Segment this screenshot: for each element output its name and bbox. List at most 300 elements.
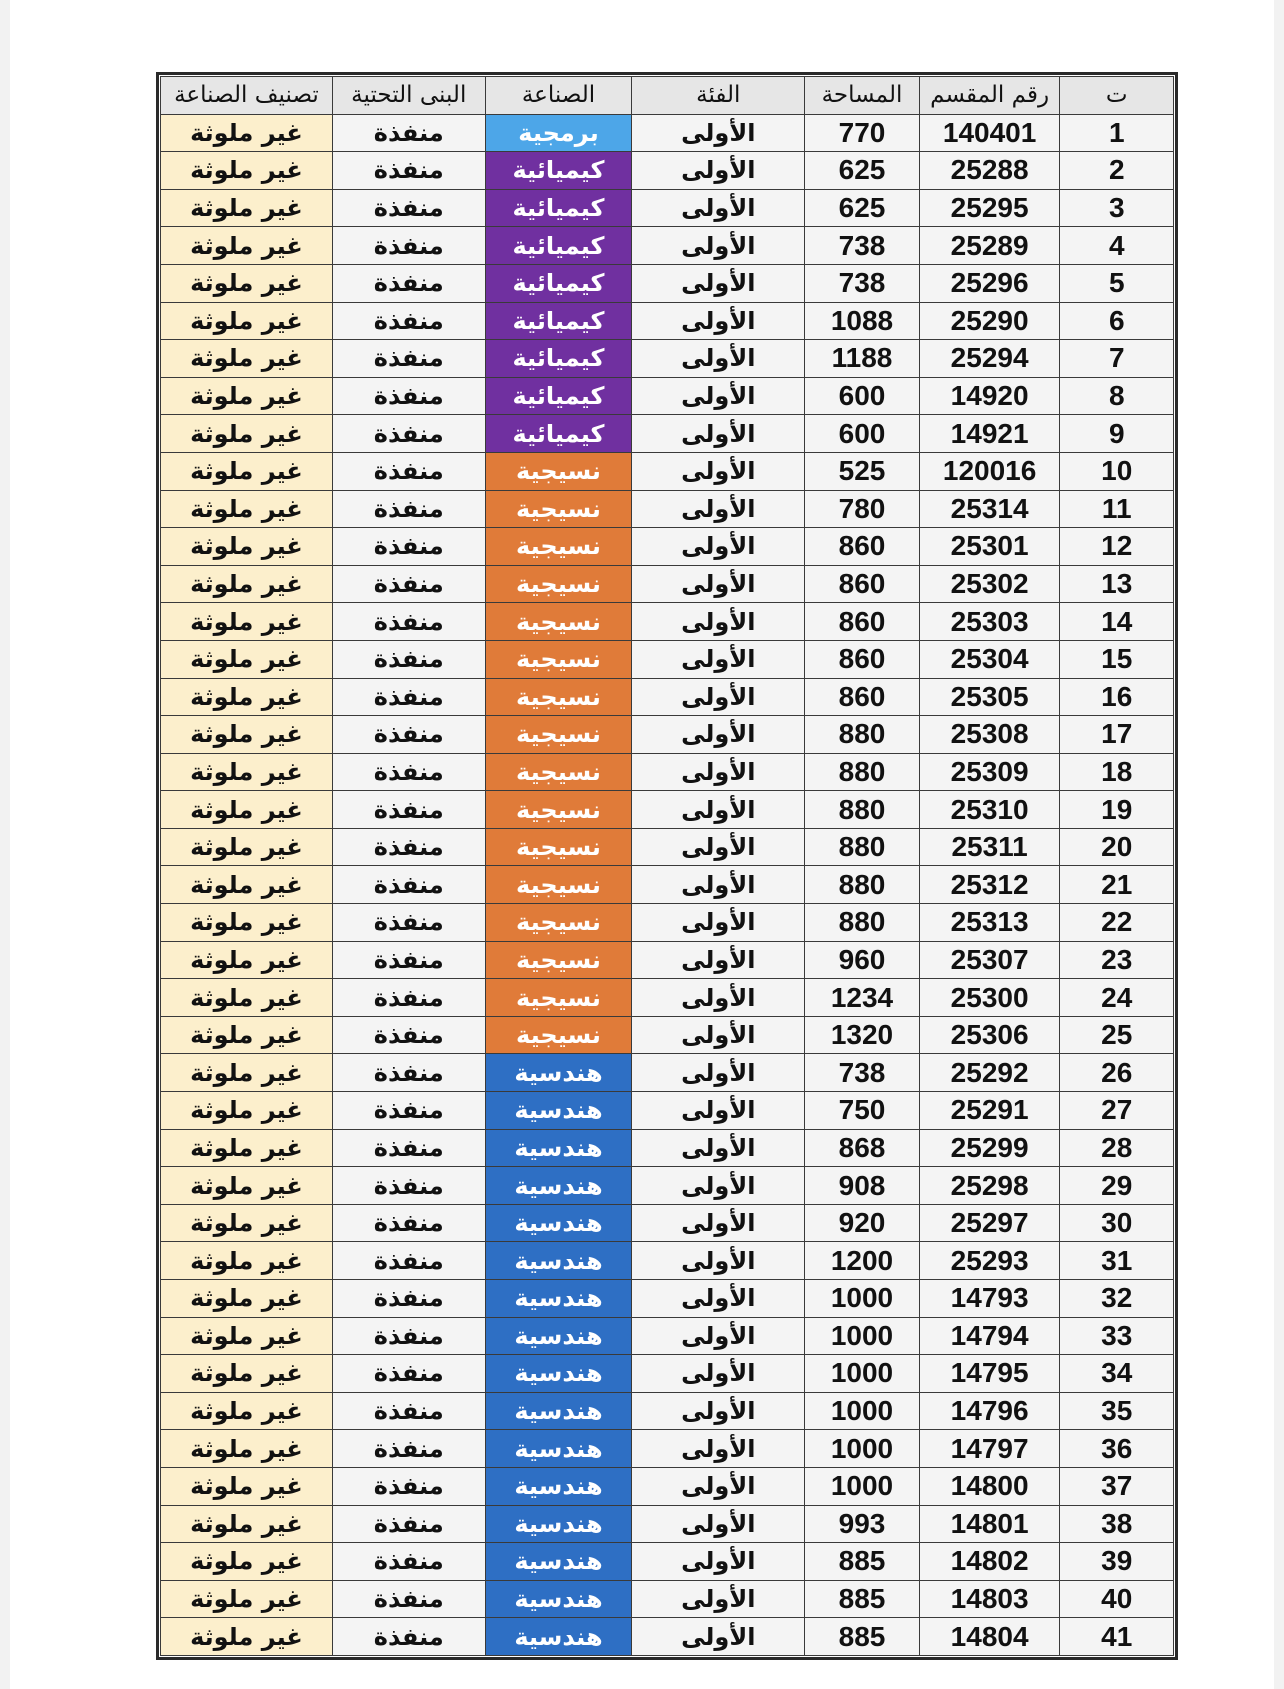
- cell-classification: غير ملوثة: [161, 866, 333, 904]
- cell-category: الأولى: [632, 565, 805, 603]
- cell-category: الأولى: [632, 1467, 805, 1505]
- cell-classification: غير ملوثة: [161, 1505, 333, 1543]
- cell-classification: غير ملوثة: [161, 753, 333, 791]
- header-area: المساحة: [805, 77, 920, 115]
- cell-industry: هندسية: [485, 1430, 632, 1468]
- cell-plot-number: 25314: [919, 490, 1060, 528]
- cell-category: الأولى: [632, 1317, 805, 1355]
- cell-plot-number: 14793: [919, 1280, 1060, 1318]
- cell-num: 32: [1060, 1280, 1174, 1318]
- cell-plot-number: 25313: [919, 904, 1060, 942]
- table-row: [161, 678, 1174, 716]
- cell-num: 7: [1060, 340, 1174, 378]
- cell-infrastructure: منفذة: [332, 828, 485, 866]
- cell-infrastructure: منفذة: [332, 1280, 485, 1318]
- cell-plot-number: 25302: [919, 565, 1060, 603]
- cell-infrastructure: منفذة: [332, 189, 485, 227]
- cell-classification: غير ملوثة: [161, 1580, 333, 1618]
- cell-classification: غير ملوثة: [161, 452, 333, 490]
- cell-category: الأولى: [632, 528, 805, 566]
- cell-classification: غير ملوثة: [161, 1054, 333, 1092]
- cell-infrastructure: منفذة: [332, 1242, 485, 1280]
- cell-infrastructure: منفذة: [332, 1505, 485, 1543]
- cell-num: 39: [1060, 1543, 1174, 1581]
- cell-industry: هندسية: [485, 1505, 632, 1543]
- cell-industry: نسيجية: [485, 678, 632, 716]
- cell-infrastructure: منفذة: [332, 1204, 485, 1242]
- cell-area: 1234: [805, 979, 920, 1017]
- cell-infrastructure: منفذة: [332, 791, 485, 829]
- cell-num: 2: [1060, 152, 1174, 190]
- cell-industry: هندسية: [485, 1129, 632, 1167]
- cell-area: 770: [805, 114, 920, 152]
- cell-infrastructure: منفذة: [332, 1430, 485, 1468]
- cell-industry: هندسية: [485, 1543, 632, 1581]
- cell-classification: غير ملوثة: [161, 415, 333, 453]
- cell-industry: هندسية: [485, 1467, 632, 1505]
- cell-num: 29: [1060, 1167, 1174, 1205]
- table-body: [161, 114, 1174, 1655]
- cell-category: الأولى: [632, 340, 805, 378]
- cell-plot-number: 25305: [919, 678, 1060, 716]
- cell-plot-number: 25291: [919, 1092, 1060, 1130]
- cell-num: 15: [1060, 640, 1174, 678]
- cell-category: الأولى: [632, 452, 805, 490]
- cell-num: 14: [1060, 603, 1174, 641]
- cell-plot-number: 25296: [919, 264, 1060, 302]
- cell-classification: غير ملوثة: [161, 828, 333, 866]
- cell-category: الأولى: [632, 1430, 805, 1468]
- cell-area: 880: [805, 753, 920, 791]
- cell-area: 750: [805, 1092, 920, 1130]
- cell-classification: غير ملوثة: [161, 678, 333, 716]
- table-row: [161, 1505, 1174, 1543]
- cell-classification: غير ملوثة: [161, 377, 333, 415]
- cell-infrastructure: منفذة: [332, 302, 485, 340]
- cell-category: الأولى: [632, 302, 805, 340]
- cell-classification: غير ملوثة: [161, 1543, 333, 1581]
- cell-infrastructure: منفذة: [332, 227, 485, 265]
- cell-industry: هندسية: [485, 1280, 632, 1318]
- cell-category: الأولى: [632, 678, 805, 716]
- cell-category: الأولى: [632, 114, 805, 152]
- cell-num: 23: [1060, 941, 1174, 979]
- cell-num: 34: [1060, 1355, 1174, 1393]
- table-row: [161, 1016, 1174, 1054]
- table-row: [161, 152, 1174, 190]
- cell-industry: كيميائية: [485, 227, 632, 265]
- table-row: [161, 1092, 1174, 1130]
- cell-industry: هندسية: [485, 1167, 632, 1205]
- cell-category: الأولى: [632, 1618, 805, 1656]
- cell-area: 1088: [805, 302, 920, 340]
- cell-num: 13: [1060, 565, 1174, 603]
- cell-industry: نسيجية: [485, 791, 632, 829]
- table-row: [161, 528, 1174, 566]
- cell-area: 1000: [805, 1355, 920, 1393]
- cell-num: 37: [1060, 1467, 1174, 1505]
- cell-num: 30: [1060, 1204, 1174, 1242]
- cell-plot-number: 25299: [919, 1129, 1060, 1167]
- cell-classification: غير ملوثة: [161, 1167, 333, 1205]
- table-row: [161, 1392, 1174, 1430]
- table-row: [161, 1317, 1174, 1355]
- cell-classification: غير ملوثة: [161, 716, 333, 754]
- cell-area: 1000: [805, 1317, 920, 1355]
- cell-classification: غير ملوثة: [161, 603, 333, 641]
- cell-industry: نسيجية: [485, 866, 632, 904]
- cell-infrastructure: منفذة: [332, 1580, 485, 1618]
- cell-infrastructure: منفذة: [332, 1355, 485, 1393]
- cell-num: 25: [1060, 1016, 1174, 1054]
- table-row: [161, 1430, 1174, 1468]
- cell-infrastructure: منفذة: [332, 1467, 485, 1505]
- cell-area: 885: [805, 1618, 920, 1656]
- table-row: [161, 377, 1174, 415]
- cell-industry: نسيجية: [485, 1016, 632, 1054]
- cell-category: الأولى: [632, 1543, 805, 1581]
- cell-num: 11: [1060, 490, 1174, 528]
- cell-num: 10: [1060, 452, 1174, 490]
- cell-category: الأولى: [632, 979, 805, 1017]
- cell-plot-number: 25289: [919, 227, 1060, 265]
- cell-num: 20: [1060, 828, 1174, 866]
- cell-num: 8: [1060, 377, 1174, 415]
- cell-category: الأولى: [632, 227, 805, 265]
- cell-num: 26: [1060, 1054, 1174, 1092]
- table-row: [161, 1054, 1174, 1092]
- cell-area: 860: [805, 528, 920, 566]
- header-classification: تصنيف الصناعة: [161, 77, 333, 115]
- cell-num: 9: [1060, 415, 1174, 453]
- cell-industry: نسيجية: [485, 904, 632, 942]
- cell-classification: غير ملوثة: [161, 1092, 333, 1130]
- cell-infrastructure: منفذة: [332, 528, 485, 566]
- cell-infrastructure: منفذة: [332, 866, 485, 904]
- cell-classification: غير ملوثة: [161, 1355, 333, 1393]
- cell-category: الأولى: [632, 716, 805, 754]
- header-plot-number: رقم المقسم: [919, 77, 1060, 115]
- cell-classification: غير ملوثة: [161, 979, 333, 1017]
- cell-area: 868: [805, 1129, 920, 1167]
- table-row: [161, 1167, 1174, 1205]
- cell-category: الأولى: [632, 1580, 805, 1618]
- cell-plot-number: 25297: [919, 1204, 1060, 1242]
- cell-num: 18: [1060, 753, 1174, 791]
- cell-area: 600: [805, 415, 920, 453]
- cell-classification: غير ملوثة: [161, 565, 333, 603]
- cell-num: 36: [1060, 1430, 1174, 1468]
- cell-num: 1: [1060, 114, 1174, 152]
- cell-industry: كيميائية: [485, 264, 632, 302]
- cell-infrastructure: منفذة: [332, 1054, 485, 1092]
- cell-classification: غير ملوثة: [161, 1317, 333, 1355]
- cell-infrastructure: منفذة: [332, 753, 485, 791]
- cell-plot-number: 14796: [919, 1392, 1060, 1430]
- cell-classification: غير ملوثة: [161, 1618, 333, 1656]
- cell-category: الأولى: [632, 264, 805, 302]
- cell-industry: كيميائية: [485, 189, 632, 227]
- cell-classification: غير ملوثة: [161, 340, 333, 378]
- cell-plot-number: 25300: [919, 979, 1060, 1017]
- table-row: [161, 415, 1174, 453]
- cell-infrastructure: منفذة: [332, 340, 485, 378]
- cell-plot-number: 25292: [919, 1054, 1060, 1092]
- cell-num: 31: [1060, 1242, 1174, 1280]
- cell-category: الأولى: [632, 377, 805, 415]
- cell-num: 27: [1060, 1092, 1174, 1130]
- table-row: [161, 1580, 1174, 1618]
- cell-classification: غير ملوثة: [161, 227, 333, 265]
- cell-industry: نسيجية: [485, 528, 632, 566]
- cell-industry: نسيجية: [485, 828, 632, 866]
- cell-area: 993: [805, 1505, 920, 1543]
- cell-num: 41: [1060, 1618, 1174, 1656]
- cell-infrastructure: منفذة: [332, 1129, 485, 1167]
- cell-plot-number: 14800: [919, 1467, 1060, 1505]
- cell-classification: غير ملوثة: [161, 1016, 333, 1054]
- cell-plot-number: 25304: [919, 640, 1060, 678]
- cell-infrastructure: منفذة: [332, 415, 485, 453]
- cell-area: 1188: [805, 340, 920, 378]
- cell-infrastructure: منفذة: [332, 640, 485, 678]
- cell-infrastructure: منفذة: [332, 979, 485, 1017]
- cell-infrastructure: منفذة: [332, 152, 485, 190]
- cell-industry: كيميائية: [485, 152, 632, 190]
- cell-industry: نسيجية: [485, 565, 632, 603]
- cell-num: 16: [1060, 678, 1174, 716]
- cell-area: 880: [805, 791, 920, 829]
- cell-industry: نسيجية: [485, 490, 632, 528]
- cell-industry: نسيجية: [485, 640, 632, 678]
- cell-category: الأولى: [632, 1355, 805, 1393]
- cell-area: 885: [805, 1543, 920, 1581]
- plots-table: [160, 76, 1174, 1656]
- cell-category: الأولى: [632, 1092, 805, 1130]
- cell-industry: هندسية: [485, 1054, 632, 1092]
- cell-classification: غير ملوثة: [161, 791, 333, 829]
- cell-classification: غير ملوثة: [161, 1392, 333, 1430]
- cell-plot-number: 25295: [919, 189, 1060, 227]
- cell-plot-number: 25294: [919, 340, 1060, 378]
- header-num: ت: [1060, 77, 1174, 115]
- cell-infrastructure: منفذة: [332, 1016, 485, 1054]
- cell-category: الأولى: [632, 1054, 805, 1092]
- cell-plot-number: 25293: [919, 1242, 1060, 1280]
- cell-classification: غير ملوثة: [161, 1280, 333, 1318]
- cell-classification: غير ملوثة: [161, 264, 333, 302]
- cell-industry: كيميائية: [485, 302, 632, 340]
- cell-plot-number: 14801: [919, 1505, 1060, 1543]
- table-row: [161, 340, 1174, 378]
- cell-infrastructure: منفذة: [332, 114, 485, 152]
- cell-area: 860: [805, 603, 920, 641]
- cell-industry: هندسية: [485, 1392, 632, 1430]
- cell-classification: غير ملوثة: [161, 490, 333, 528]
- cell-industry: نسيجية: [485, 753, 632, 791]
- cell-area: 1200: [805, 1242, 920, 1280]
- cell-category: الأولى: [632, 866, 805, 904]
- header-infrastructure: البنى التحتية: [332, 77, 485, 115]
- cell-category: الأولى: [632, 1167, 805, 1205]
- cell-area: 1320: [805, 1016, 920, 1054]
- cell-infrastructure: منفذة: [332, 1092, 485, 1130]
- cell-plot-number: 25312: [919, 866, 1060, 904]
- cell-area: 860: [805, 640, 920, 678]
- cell-classification: غير ملوثة: [161, 1242, 333, 1280]
- cell-category: الأولى: [632, 415, 805, 453]
- cell-classification: غير ملوثة: [161, 152, 333, 190]
- cell-industry: هندسية: [485, 1355, 632, 1393]
- cell-industry: نسيجية: [485, 979, 632, 1017]
- cell-classification: غير ملوثة: [161, 302, 333, 340]
- cell-infrastructure: منفذة: [332, 1167, 485, 1205]
- cell-category: الأولى: [632, 152, 805, 190]
- table-row: [161, 904, 1174, 942]
- cell-num: 6: [1060, 302, 1174, 340]
- table-row: [161, 941, 1174, 979]
- cell-plot-number: 140401: [919, 114, 1060, 152]
- cell-area: 860: [805, 678, 920, 716]
- cell-infrastructure: منفذة: [332, 264, 485, 302]
- cell-industry: هندسية: [485, 1092, 632, 1130]
- cell-classification: غير ملوثة: [161, 640, 333, 678]
- cell-area: 880: [805, 904, 920, 942]
- cell-classification: غير ملوثة: [161, 528, 333, 566]
- cell-area: 738: [805, 264, 920, 302]
- cell-num: 28: [1060, 1129, 1174, 1167]
- cell-category: الأولى: [632, 1129, 805, 1167]
- cell-infrastructure: منفذة: [332, 941, 485, 979]
- cell-plot-number: 14921: [919, 415, 1060, 453]
- cell-area: 625: [805, 152, 920, 190]
- cell-classification: غير ملوثة: [161, 1430, 333, 1468]
- cell-category: الأولى: [632, 791, 805, 829]
- cell-infrastructure: منفذة: [332, 377, 485, 415]
- cell-category: الأولى: [632, 828, 805, 866]
- cell-area: 1000: [805, 1467, 920, 1505]
- table-row: [161, 1618, 1174, 1656]
- cell-category: الأولى: [632, 753, 805, 791]
- table-header-row: [161, 77, 1174, 115]
- cell-area: 920: [805, 1204, 920, 1242]
- cell-num: 35: [1060, 1392, 1174, 1430]
- table-row: [161, 114, 1174, 152]
- table-row: [161, 716, 1174, 754]
- cell-infrastructure: منفذة: [332, 1317, 485, 1355]
- cell-category: الأولى: [632, 1392, 805, 1430]
- cell-plot-number: 14804: [919, 1618, 1060, 1656]
- cell-category: الأولى: [632, 941, 805, 979]
- cell-area: 1000: [805, 1430, 920, 1468]
- cell-infrastructure: منفذة: [332, 904, 485, 942]
- cell-plot-number: 14794: [919, 1317, 1060, 1355]
- cell-industry: برمجية: [485, 114, 632, 152]
- cell-num: 12: [1060, 528, 1174, 566]
- table-row: [161, 1543, 1174, 1581]
- cell-plot-number: 14795: [919, 1355, 1060, 1393]
- table-row: [161, 1242, 1174, 1280]
- cell-industry: هندسية: [485, 1317, 632, 1355]
- cell-area: 780: [805, 490, 920, 528]
- cell-area: 600: [805, 377, 920, 415]
- table-row: [161, 227, 1174, 265]
- cell-classification: غير ملوثة: [161, 904, 333, 942]
- cell-plot-number: 25303: [919, 603, 1060, 641]
- cell-area: 738: [805, 1054, 920, 1092]
- cell-category: الأولى: [632, 490, 805, 528]
- table-row: [161, 490, 1174, 528]
- cell-area: 1000: [805, 1392, 920, 1430]
- cell-classification: غير ملوثة: [161, 1467, 333, 1505]
- cell-plot-number: 25298: [919, 1167, 1060, 1205]
- cell-plot-number: 14920: [919, 377, 1060, 415]
- cell-num: 24: [1060, 979, 1174, 1017]
- cell-num: 5: [1060, 264, 1174, 302]
- cell-area: 1000: [805, 1280, 920, 1318]
- table-row: [161, 866, 1174, 904]
- header-category: الفئة: [632, 77, 805, 115]
- cell-area: 880: [805, 828, 920, 866]
- document-page: [10, 0, 1274, 1689]
- cell-category: الأولى: [632, 1280, 805, 1318]
- table-row: [161, 565, 1174, 603]
- cell-infrastructure: منفذة: [332, 490, 485, 528]
- cell-area: 738: [805, 227, 920, 265]
- cell-num: 21: [1060, 866, 1174, 904]
- cell-category: الأولى: [632, 189, 805, 227]
- cell-infrastructure: منفذة: [332, 716, 485, 754]
- table-row: [161, 264, 1174, 302]
- cell-industry: هندسية: [485, 1618, 632, 1656]
- cell-plot-number: 25288: [919, 152, 1060, 190]
- cell-industry: نسيجية: [485, 941, 632, 979]
- cell-infrastructure: منفذة: [332, 565, 485, 603]
- cell-infrastructure: منفذة: [332, 603, 485, 641]
- cell-classification: غير ملوثة: [161, 1204, 333, 1242]
- cell-num: 17: [1060, 716, 1174, 754]
- table-row: [161, 791, 1174, 829]
- cell-category: الأولى: [632, 1204, 805, 1242]
- cell-infrastructure: منفذة: [332, 678, 485, 716]
- cell-area: 885: [805, 1580, 920, 1618]
- cell-industry: نسيجية: [485, 452, 632, 490]
- cell-category: الأولى: [632, 904, 805, 942]
- cell-area: 860: [805, 565, 920, 603]
- cell-num: 38: [1060, 1505, 1174, 1543]
- cell-area: 960: [805, 941, 920, 979]
- table-row: [161, 1355, 1174, 1393]
- cell-industry: كيميائية: [485, 377, 632, 415]
- cell-industry: كيميائية: [485, 415, 632, 453]
- plots-table-frame: [156, 72, 1178, 1660]
- cell-plot-number: 120016: [919, 452, 1060, 490]
- header-industry: الصناعة: [485, 77, 632, 115]
- cell-area: 625: [805, 189, 920, 227]
- cell-category: الأولى: [632, 640, 805, 678]
- cell-industry: نسيجية: [485, 603, 632, 641]
- table-row: [161, 1204, 1174, 1242]
- cell-classification: غير ملوثة: [161, 189, 333, 227]
- table-row: [161, 452, 1174, 490]
- cell-industry: كيميائية: [485, 340, 632, 378]
- cell-plot-number: 25310: [919, 791, 1060, 829]
- cell-industry: هندسية: [485, 1242, 632, 1280]
- cell-num: 4: [1060, 227, 1174, 265]
- cell-plot-number: 25311: [919, 828, 1060, 866]
- table-row: [161, 1467, 1174, 1505]
- cell-num: 40: [1060, 1580, 1174, 1618]
